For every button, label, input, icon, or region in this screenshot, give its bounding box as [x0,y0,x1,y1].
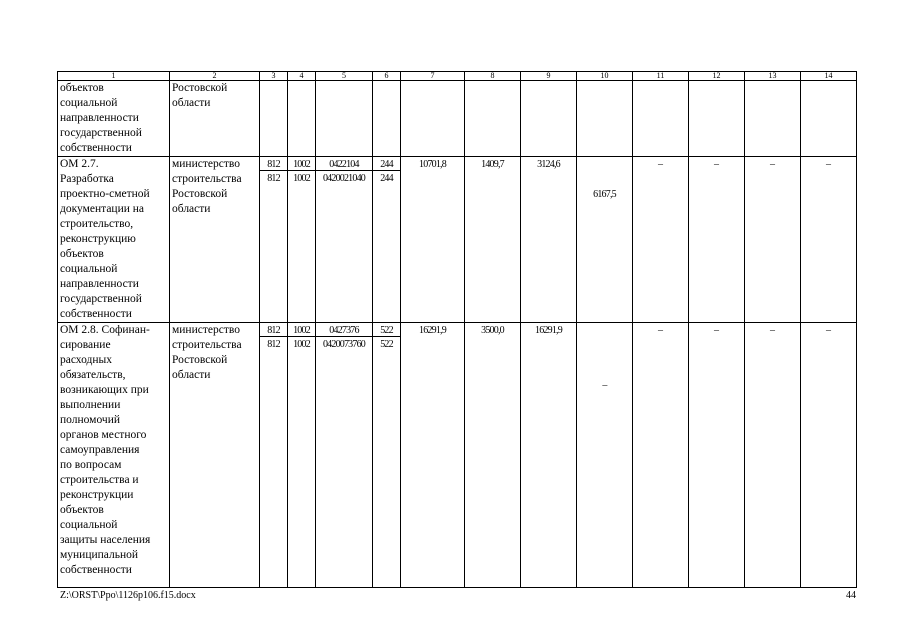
executor: Ростовской области [170,81,260,157]
grbs-code: 812 [267,173,280,184]
csr-code: 0422104 [316,157,372,171]
csr-cell [316,157,373,323]
column-number: 5 [316,72,373,81]
measure-name: ОМ 2.7. Разработка проектно-сметной документации на строительство, реконструкцию объектов социальной направленности государственной собственности [58,157,170,323]
table-row [58,323,857,588]
vr-code: 244 [373,157,400,171]
year-value: – [602,380,607,391]
year-value: – [689,323,745,588]
rzpr-code: 1002 [293,339,310,350]
year-value: – [633,157,689,323]
measure-name: ОМ 2.8. Софинан- сирование расходных обязательств, возникающих при выполнении полномочий органов местного самоуправления по вопросам строительства и реконструкции объектов социальной защиты населения муниципальной собственности [58,323,170,588]
column-number: 6 [373,72,401,81]
vr-code: 244 [380,173,393,184]
column-number: 12 [689,72,745,81]
executor: министерство строительства Ростовской области [170,323,260,588]
column-number: 13 [745,72,801,81]
year-value: – [745,323,801,588]
total-value: 10701,8 [401,157,465,323]
column-number-row [58,72,857,81]
column-number: 1 [58,72,170,81]
file-path-footer: Z:\ORST\Ppo\1126p106.f15.docx [60,590,196,601]
grbs-cell [260,157,288,323]
year-value: 1409,7 [465,157,521,323]
vr-cell [373,323,401,588]
table-row [58,81,857,157]
rzpr-code: 1002 [293,173,310,184]
vr-code: 522 [380,339,393,350]
year-value: – [633,323,689,588]
rzpr-cell [288,323,316,588]
budget-table [57,71,857,588]
grbs-code: 812 [267,339,280,350]
csr-code: 0420073760 [322,339,365,350]
rzpr-cell [288,157,316,323]
vr-cell [373,157,401,323]
column-number: 8 [465,72,521,81]
year-value: – [745,157,801,323]
column-number: 10 [577,72,633,81]
column-number: 2 [170,72,260,81]
year-value: – [801,323,857,588]
column-number: 7 [401,72,465,81]
grbs-code: 812 [260,157,287,171]
csr-code: 0427376 [316,323,372,337]
page-number: 44 [846,590,856,601]
grbs-cell [260,323,288,588]
csr-cell [316,323,373,588]
executor: министерство строительства Ростовской области [170,157,260,323]
csr-code: 0420021040 [322,173,365,184]
year-value: 6167,5 [593,189,616,200]
column-number: 4 [288,72,316,81]
rzpr-code: 1002 [288,157,315,171]
total-value: 16291,9 [401,323,465,588]
column-number: 14 [801,72,857,81]
measure-name: объектов социальной направленности государственной собственности [58,81,170,157]
year-value: 16291,9 [521,323,577,588]
vr-code: 522 [373,323,400,337]
column-number: 11 [633,72,689,81]
year-value: – [801,157,857,323]
table-row [58,157,857,323]
grbs-code: 812 [260,323,287,337]
column-number: 3 [260,72,288,81]
year-value: 3124,6 [521,157,577,323]
rzpr-code: 1002 [288,323,315,337]
year-value: 3500,0 [465,323,521,588]
year-value: – [689,157,745,323]
column-number: 9 [521,72,577,81]
